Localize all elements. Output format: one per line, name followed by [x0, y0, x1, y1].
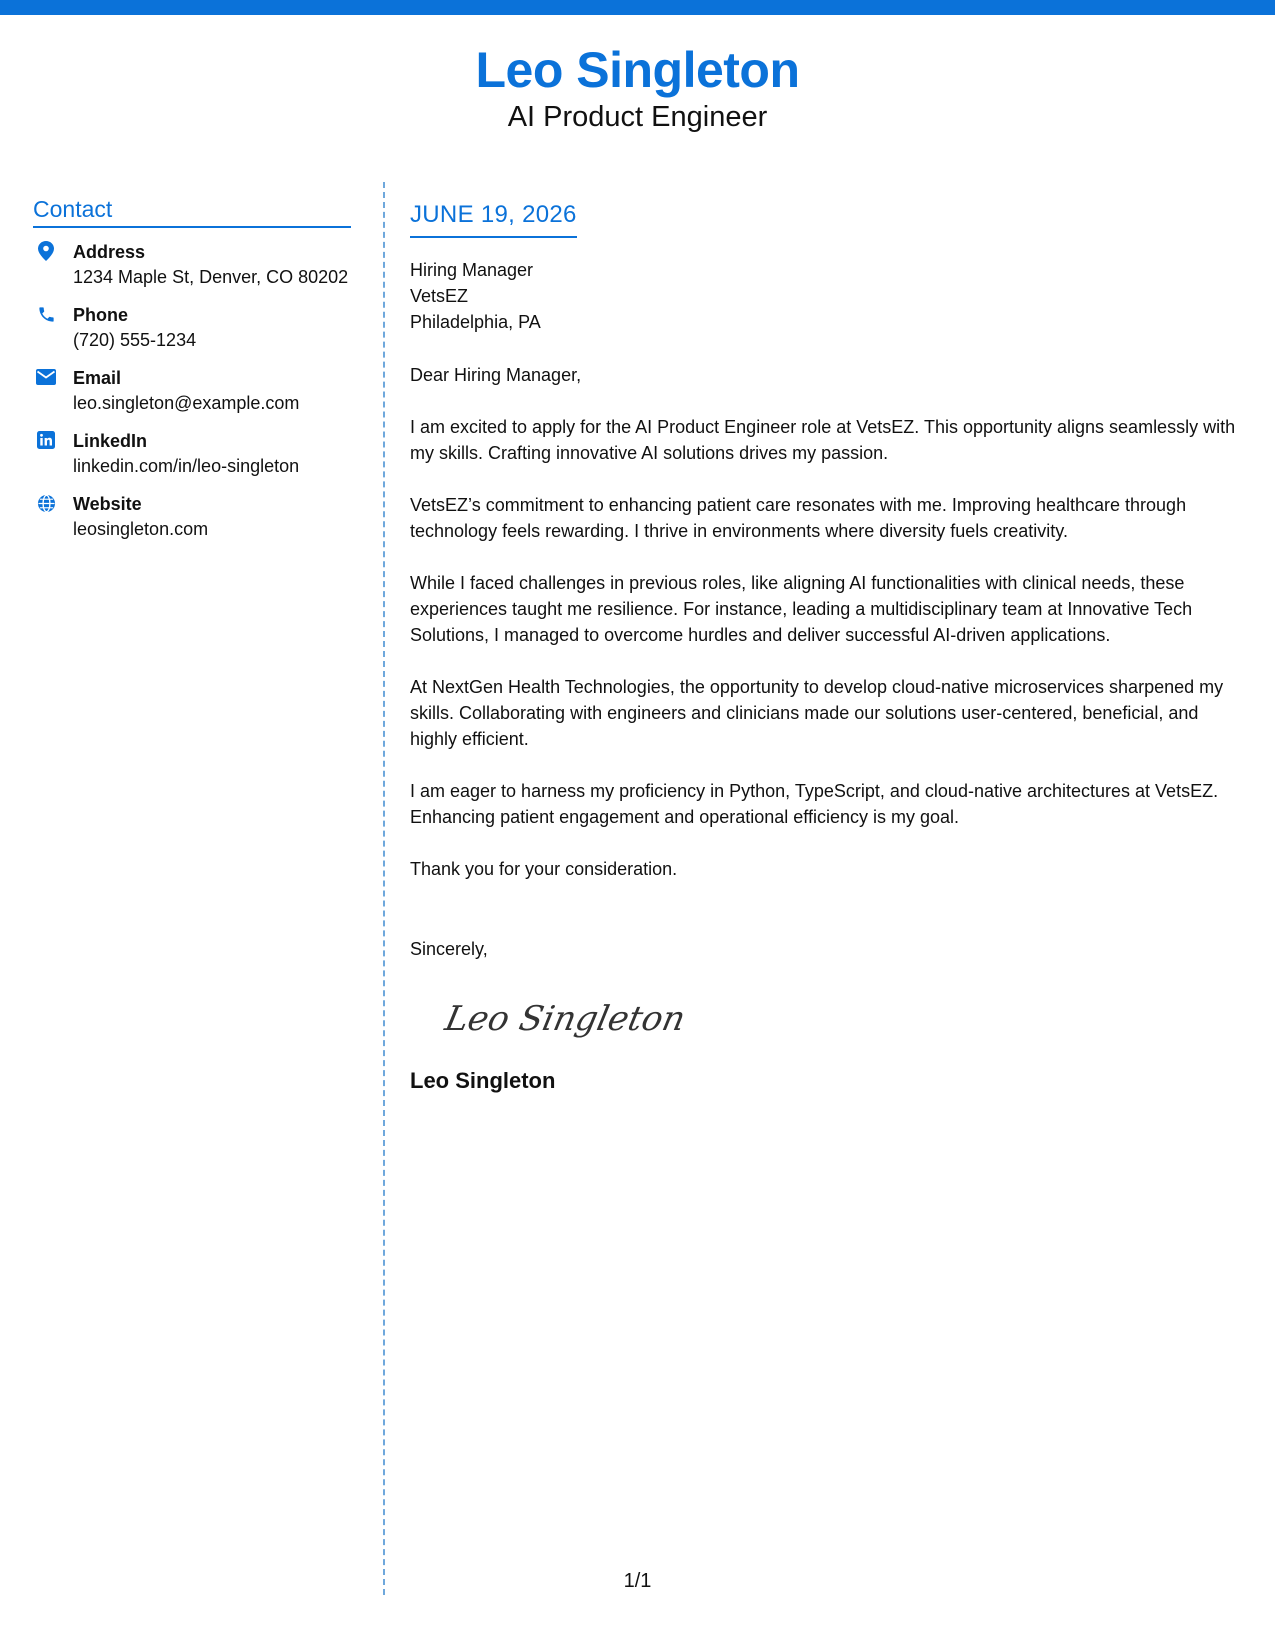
recipient-company: VetsEZ: [410, 286, 469, 306]
signer-name: Leo Singleton: [410, 1068, 556, 1093]
contact-item-address: [33, 240, 351, 303]
contact-item-email: [33, 366, 351, 429]
phone-value: (720) 555-1234: [73, 330, 197, 350]
location-pin-icon: [35, 240, 57, 262]
signature-text: Leo Singleton: [441, 999, 689, 1039]
contact-label: Email: [73, 368, 122, 388]
paragraph: While I faced challenges in previous roles, like aligning AI functionalities with clinical needs, these experiences taught me resilience. For instance, leading a multidisciplinary team at Innovative Tech Solutions, I managed to overcome hurdles and deliver successful AI-driven applications.: [410, 573, 1193, 645]
contact-list: [33, 240, 351, 555]
recipient-block: [410, 257, 1250, 335]
contact-label: Address: [73, 242, 146, 262]
applicant-role: AI Product Engineer: [507, 101, 768, 133]
recipient-title: Hiring Manager: [410, 260, 534, 280]
thanks-line: Thank you for your consideration.: [410, 859, 678, 879]
paragraph: VetsEZ’s commitment to enhancing patient care resonates with me. Improving healthcare through technology feels rewarding. I thrive in environments where diversity fuels creativity.: [410, 495, 1187, 541]
page-number: 1/1: [623, 1570, 652, 1592]
globe-icon: [35, 492, 57, 514]
paragraph: I am excited to apply for the AI Product Engineer role at VetsEZ. This opportunity aligns seamlessly with my skills. Crafting innovative AI solutions drives my passion.: [410, 417, 1236, 463]
address-value: 1234 Maple St, Denver, CO 80202: [73, 267, 349, 287]
applicant-name: Leo Singleton: [475, 42, 800, 98]
email-value: leo.singleton@example.com: [73, 393, 300, 413]
closing: Sincerely,: [410, 939, 488, 959]
contact-item-linkedin: [33, 429, 351, 492]
contact-item-phone: [33, 303, 351, 366]
contact-label: Website: [73, 494, 142, 514]
linkedin-icon: [35, 429, 57, 451]
handwritten-signature: [440, 990, 1250, 1046]
paragraph: I am eager to harness my proficiency in Python, TypeScript, and cloud-native architectures at VetsEZ. Enhancing patient engagement and operational efficiency is my goal.: [410, 781, 1219, 827]
top-accent-bar: [0, 0, 1275, 15]
salutation: Dear Hiring Manager,: [410, 365, 582, 385]
paragraph: At NextGen Health Technologies, the opportunity to develop cloud-native microservices sharpened my skills. Collaborating with engineers and clinicians made our solutions user-centered, beneficial, and highly efficient.: [410, 677, 1224, 749]
contact-label: Phone: [73, 305, 129, 325]
linkedin-value: linkedin.com/in/leo-singleton: [73, 456, 300, 476]
phone-icon: [35, 303, 57, 325]
letter-date: JUNE 19, 2026: [410, 200, 577, 238]
website-value: leosingleton.com: [73, 519, 209, 539]
contact-heading: Contact: [33, 195, 351, 228]
letter-body: [410, 200, 1250, 1095]
contact-section: [33, 195, 351, 555]
email-icon: [35, 366, 57, 388]
column-divider: [383, 182, 385, 1595]
header: [0, 40, 1275, 134]
contact-item-website: [33, 492, 351, 555]
recipient-location: Philadelphia, PA: [410, 312, 541, 332]
contact-label: LinkedIn: [73, 431, 148, 451]
